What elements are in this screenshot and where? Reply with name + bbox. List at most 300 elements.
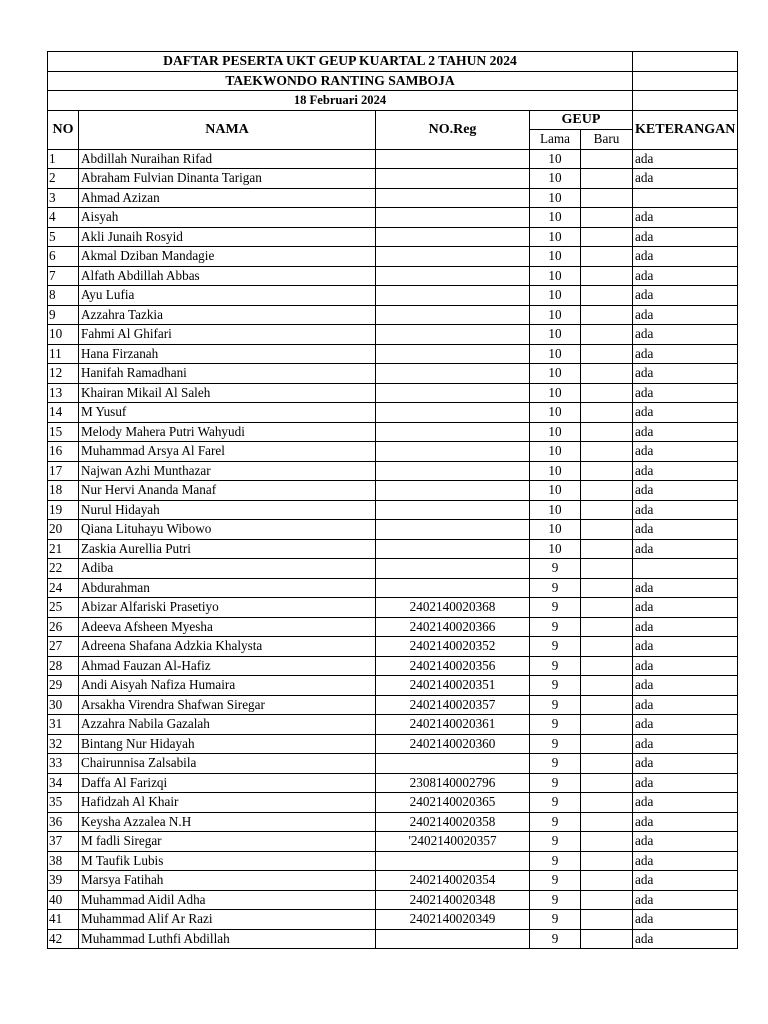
table-row [48, 149, 738, 169]
geup-lama: 10 [530, 403, 581, 423]
geup-lama: 10 [530, 364, 581, 384]
table-row [48, 832, 738, 852]
row-number: 35 [48, 793, 79, 813]
participant-name: Chairunnisa Zalsabila [79, 754, 376, 774]
row-number: 26 [48, 617, 79, 637]
geup-lama: 10 [530, 169, 581, 189]
table-row [48, 364, 738, 384]
keterangan: ada [633, 773, 738, 793]
registration-number [376, 383, 530, 403]
participant-name: M Taufik Lubis [79, 851, 376, 871]
participant-name: Abdillah Nuraihan Rifad [79, 149, 376, 169]
row-number: 2 [48, 169, 79, 189]
geup-baru [581, 656, 633, 676]
table-row [48, 227, 738, 247]
keterangan: ada [633, 208, 738, 228]
table-row [48, 793, 738, 813]
row-number: 6 [48, 247, 79, 267]
table-row [48, 442, 738, 462]
keterangan: ada [633, 461, 738, 481]
participant-name: Ayu Lufia [79, 286, 376, 306]
participant-name: Alfath Abdillah Abbas [79, 266, 376, 286]
registration-number [376, 364, 530, 384]
table-row [48, 851, 738, 871]
geup-lama: 10 [530, 149, 581, 169]
geup-baru [581, 383, 633, 403]
geup-baru [581, 598, 633, 618]
row-number: 29 [48, 676, 79, 696]
keterangan: ada [633, 286, 738, 306]
geup-baru [581, 286, 633, 306]
registration-number [376, 305, 530, 325]
keterangan: ada [633, 871, 738, 891]
participant-name: Qiana Lituhayu Wibowo [79, 520, 376, 540]
registration-number [376, 188, 530, 208]
geup-lama: 10 [530, 422, 581, 442]
geup-lama: 10 [530, 305, 581, 325]
row-number: 15 [48, 422, 79, 442]
geup-baru [581, 422, 633, 442]
row-number: 39 [48, 871, 79, 891]
geup-baru [581, 169, 633, 189]
document-title: DAFTAR PESERTA UKT GEUP KUARTAL 2 TAHUN 2024 [48, 52, 633, 72]
participant-name: Muhammad Alif Ar Razi [79, 910, 376, 930]
club-name: TAEKWONDO RANTING SAMBOJA [48, 71, 633, 91]
row-number: 4 [48, 208, 79, 228]
participant-name: Bintang Nur Hidayah [79, 734, 376, 754]
participant-name: Nurul Hidayah [79, 500, 376, 520]
keterangan: ada [633, 325, 738, 345]
geup-lama: 10 [530, 286, 581, 306]
keterangan [633, 188, 738, 208]
participant-name: Muhammad Aidil Adha [79, 890, 376, 910]
header-keterangan: KETERANGAN [633, 110, 738, 149]
row-number: 22 [48, 559, 79, 579]
participant-name: Adreena Shafana Adzkia Khalysta [79, 637, 376, 657]
table-row [48, 344, 738, 364]
geup-lama: 10 [530, 500, 581, 520]
participant-name: Akli Junaih Rosyid [79, 227, 376, 247]
registration-number: 2402140020356 [376, 656, 530, 676]
table-row [48, 637, 738, 657]
keterangan: ada [633, 266, 738, 286]
row-number: 10 [48, 325, 79, 345]
title-row-1 [48, 52, 738, 72]
row-number: 7 [48, 266, 79, 286]
row-number: 17 [48, 461, 79, 481]
row-number: 37 [48, 832, 79, 852]
participant-name: Andi Aisyah Nafiza Humaira [79, 676, 376, 696]
table-row [48, 715, 738, 735]
keterangan: ada [633, 598, 738, 618]
geup-lama: 10 [530, 481, 581, 501]
keterangan: ada [633, 500, 738, 520]
row-number: 20 [48, 520, 79, 540]
row-number: 30 [48, 695, 79, 715]
table-row [48, 929, 738, 949]
registration-number [376, 208, 530, 228]
row-number: 25 [48, 598, 79, 618]
geup-baru [581, 890, 633, 910]
registration-number [376, 539, 530, 559]
registration-number: 2402140020360 [376, 734, 530, 754]
keterangan: ada [633, 247, 738, 267]
participant-name: Muhammad Arsya Al Farel [79, 442, 376, 462]
keterangan: ada [633, 227, 738, 247]
row-number: 33 [48, 754, 79, 774]
row-number: 5 [48, 227, 79, 247]
geup-baru [581, 188, 633, 208]
keterangan: ada [633, 169, 738, 189]
keterangan: ada [633, 676, 738, 696]
row-number: 40 [48, 890, 79, 910]
registration-number [376, 344, 530, 364]
table-row [48, 812, 738, 832]
geup-lama: 9 [530, 676, 581, 696]
geup-baru [581, 461, 633, 481]
registration-number [376, 500, 530, 520]
registration-number: 2402140020351 [376, 676, 530, 696]
geup-baru [581, 910, 633, 930]
registration-number [376, 520, 530, 540]
row-number: 14 [48, 403, 79, 423]
participant-name: Adeeva Afsheen Myesha [79, 617, 376, 637]
participant-name: Nur Hervi Ananda Manaf [79, 481, 376, 501]
geup-lama: 9 [530, 832, 581, 852]
participant-name: Keysha Azzalea N.H [79, 812, 376, 832]
geup-lama: 10 [530, 208, 581, 228]
geup-baru [581, 559, 633, 579]
registration-number: '2402140020357 [376, 832, 530, 852]
geup-lama: 9 [530, 695, 581, 715]
registration-number: 2402140020361 [376, 715, 530, 735]
keterangan: ada [633, 715, 738, 735]
keterangan: ada [633, 754, 738, 774]
geup-lama: 9 [530, 754, 581, 774]
table-row [48, 754, 738, 774]
geup-lama: 9 [530, 559, 581, 579]
participant-name: Khairan Mikail Al Saleh [79, 383, 376, 403]
row-number: 32 [48, 734, 79, 754]
row-number: 28 [48, 656, 79, 676]
row-number: 13 [48, 383, 79, 403]
participant-name: Zaskia Aurellia Putri [79, 539, 376, 559]
participant-name: Abdurahman [79, 578, 376, 598]
keterangan: ada [633, 305, 738, 325]
table-row [48, 500, 738, 520]
registration-number [376, 286, 530, 306]
row-number: 16 [48, 442, 79, 462]
keterangan: ada [633, 149, 738, 169]
registration-number [376, 851, 530, 871]
geup-lama: 9 [530, 617, 581, 637]
geup-baru [581, 442, 633, 462]
registration-number: 2402140020366 [376, 617, 530, 637]
keterangan: ada [633, 812, 738, 832]
header-lama: Lama [530, 130, 581, 150]
registration-number [376, 169, 530, 189]
participant-name: Ahmad Fauzan Al-Hafiz [79, 656, 376, 676]
keterangan: ada [633, 637, 738, 657]
participant-name: Hanifah Ramadhani [79, 364, 376, 384]
geup-baru [581, 520, 633, 540]
table-row [48, 617, 738, 637]
table-row [48, 188, 738, 208]
geup-lama: 10 [530, 227, 581, 247]
table-row [48, 910, 738, 930]
registration-number: 2402140020348 [376, 890, 530, 910]
table-row [48, 305, 738, 325]
registration-number [376, 442, 530, 462]
geup-lama: 10 [530, 383, 581, 403]
keterangan: ada [633, 617, 738, 637]
table-row [48, 676, 738, 696]
table-row [48, 422, 738, 442]
table-row [48, 656, 738, 676]
header-no: NO [48, 110, 79, 149]
geup-lama: 9 [530, 812, 581, 832]
participant-table [47, 51, 738, 949]
registration-number [376, 578, 530, 598]
geup-baru [581, 208, 633, 228]
registration-number [376, 481, 530, 501]
geup-lama: 10 [530, 266, 581, 286]
header-row [48, 110, 738, 130]
row-number: 21 [48, 539, 79, 559]
geup-baru [581, 773, 633, 793]
geup-lama: 10 [530, 461, 581, 481]
geup-baru [581, 539, 633, 559]
registration-number: 2402140020349 [376, 910, 530, 930]
title-row-2 [48, 71, 738, 91]
keterangan: ada [633, 422, 738, 442]
participant-name: Marsya Fatihah [79, 871, 376, 891]
keterangan: ada [633, 383, 738, 403]
row-number: 1 [48, 149, 79, 169]
table-row [48, 773, 738, 793]
row-number: 38 [48, 851, 79, 871]
table-row [48, 403, 738, 423]
table-row [48, 539, 738, 559]
participant-name: Adiba [79, 559, 376, 579]
row-number: 19 [48, 500, 79, 520]
keterangan: ada [633, 656, 738, 676]
keterangan: ada [633, 793, 738, 813]
row-number: 11 [48, 344, 79, 364]
geup-baru [581, 344, 633, 364]
registration-number [376, 754, 530, 774]
participant-name: Melody Mahera Putri Wahyudi [79, 422, 376, 442]
participant-name: Hafidzah Al Khair [79, 793, 376, 813]
geup-lama: 9 [530, 773, 581, 793]
empty-cell [633, 52, 738, 72]
header-nama: NAMA [79, 110, 376, 149]
table-row [48, 247, 738, 267]
geup-baru [581, 227, 633, 247]
registration-number [376, 403, 530, 423]
table-row [48, 286, 738, 306]
geup-baru [581, 754, 633, 774]
registration-number: 2402140020365 [376, 793, 530, 813]
participant-name: Abizar Alfariski Prasetiyo [79, 598, 376, 618]
geup-lama: 10 [530, 520, 581, 540]
table-row [48, 481, 738, 501]
geup-baru [581, 734, 633, 754]
participant-name: Muhammad Luthfi Abdillah [79, 929, 376, 949]
row-number: 42 [48, 929, 79, 949]
geup-lama: 9 [530, 715, 581, 735]
row-number: 9 [48, 305, 79, 325]
registration-number: 2402140020368 [376, 598, 530, 618]
geup-baru [581, 851, 633, 871]
registration-number [376, 227, 530, 247]
keterangan: ada [633, 344, 738, 364]
header-geup: GEUP [530, 110, 633, 130]
table-row [48, 598, 738, 618]
row-number: 3 [48, 188, 79, 208]
geup-lama: 9 [530, 851, 581, 871]
row-number: 31 [48, 715, 79, 735]
registration-number [376, 247, 530, 267]
registration-number [376, 461, 530, 481]
table-row [48, 695, 738, 715]
geup-baru [581, 715, 633, 735]
keterangan: ada [633, 851, 738, 871]
registration-number: 2402140020358 [376, 812, 530, 832]
geup-baru [581, 637, 633, 657]
participant-name: Arsakha Virendra Shafwan Siregar [79, 695, 376, 715]
geup-lama: 9 [530, 890, 581, 910]
geup-lama: 10 [530, 188, 581, 208]
registration-number: 2402140020357 [376, 695, 530, 715]
keterangan: ada [633, 695, 738, 715]
table-row [48, 734, 738, 754]
keterangan: ada [633, 929, 738, 949]
registration-number [376, 149, 530, 169]
keterangan: ada [633, 578, 738, 598]
row-number: 41 [48, 910, 79, 930]
geup-baru [581, 832, 633, 852]
participant-name: Hana Firzanah [79, 344, 376, 364]
table-body [48, 52, 738, 949]
table-row [48, 325, 738, 345]
participant-name: Ahmad Azizan [79, 188, 376, 208]
keterangan: ada [633, 832, 738, 852]
row-number: 24 [48, 578, 79, 598]
geup-lama: 9 [530, 656, 581, 676]
participant-name: Azzahra Tazkia [79, 305, 376, 325]
registration-number: 2308140002796 [376, 773, 530, 793]
geup-lama: 9 [530, 793, 581, 813]
geup-lama: 10 [530, 247, 581, 267]
registration-number: 2402140020352 [376, 637, 530, 657]
empty-cell [633, 91, 738, 111]
table-row [48, 208, 738, 228]
geup-lama: 9 [530, 871, 581, 891]
geup-baru [581, 481, 633, 501]
registration-number [376, 325, 530, 345]
geup-baru [581, 695, 633, 715]
geup-lama: 9 [530, 598, 581, 618]
keterangan: ada [633, 364, 738, 384]
keterangan: ada [633, 890, 738, 910]
participant-name: Daffa Al Farizqi [79, 773, 376, 793]
keterangan: ada [633, 481, 738, 501]
header-baru: Baru [581, 130, 633, 150]
registration-number [376, 422, 530, 442]
registration-number [376, 559, 530, 579]
empty-cell [633, 71, 738, 91]
table-row [48, 266, 738, 286]
date-row [48, 91, 738, 111]
geup-baru [581, 617, 633, 637]
keterangan: ada [633, 403, 738, 423]
registration-number [376, 929, 530, 949]
geup-baru [581, 149, 633, 169]
geup-baru [581, 325, 633, 345]
participant-name: Abraham Fulvian Dinanta Tarigan [79, 169, 376, 189]
geup-baru [581, 305, 633, 325]
geup-lama: 10 [530, 325, 581, 345]
participant-name: Najwan Azhi Munthazar [79, 461, 376, 481]
geup-lama: 10 [530, 442, 581, 462]
geup-baru [581, 364, 633, 384]
registration-number [376, 266, 530, 286]
geup-baru [581, 793, 633, 813]
table-row [48, 578, 738, 598]
row-number: 34 [48, 773, 79, 793]
keterangan: ada [633, 539, 738, 559]
keterangan: ada [633, 734, 738, 754]
geup-baru [581, 578, 633, 598]
row-number: 8 [48, 286, 79, 306]
participant-name: Akmal Dziban Mandagie [79, 247, 376, 267]
participant-name: M fadli Siregar [79, 832, 376, 852]
table-row [48, 461, 738, 481]
geup-baru [581, 266, 633, 286]
geup-lama: 9 [530, 929, 581, 949]
header-noreg: NO.Reg [376, 110, 530, 149]
geup-baru [581, 676, 633, 696]
keterangan: ada [633, 910, 738, 930]
table-row [48, 559, 738, 579]
geup-lama: 9 [530, 637, 581, 657]
row-number: 36 [48, 812, 79, 832]
geup-baru [581, 812, 633, 832]
keterangan: ada [633, 442, 738, 462]
participant-name: Aisyah [79, 208, 376, 228]
geup-baru [581, 247, 633, 267]
geup-lama: 10 [530, 539, 581, 559]
participant-name: M Yusuf [79, 403, 376, 423]
table-row [48, 520, 738, 540]
row-number: 18 [48, 481, 79, 501]
keterangan [633, 559, 738, 579]
geup-lama: 9 [530, 734, 581, 754]
table-row [48, 169, 738, 189]
participant-name: Fahmi Al Ghifari [79, 325, 376, 345]
geup-lama: 9 [530, 578, 581, 598]
geup-lama: 9 [530, 910, 581, 930]
geup-baru [581, 871, 633, 891]
geup-baru [581, 929, 633, 949]
geup-lama: 10 [530, 344, 581, 364]
geup-baru [581, 500, 633, 520]
geup-baru [581, 403, 633, 423]
table-row [48, 383, 738, 403]
table-row [48, 871, 738, 891]
row-number: 12 [48, 364, 79, 384]
